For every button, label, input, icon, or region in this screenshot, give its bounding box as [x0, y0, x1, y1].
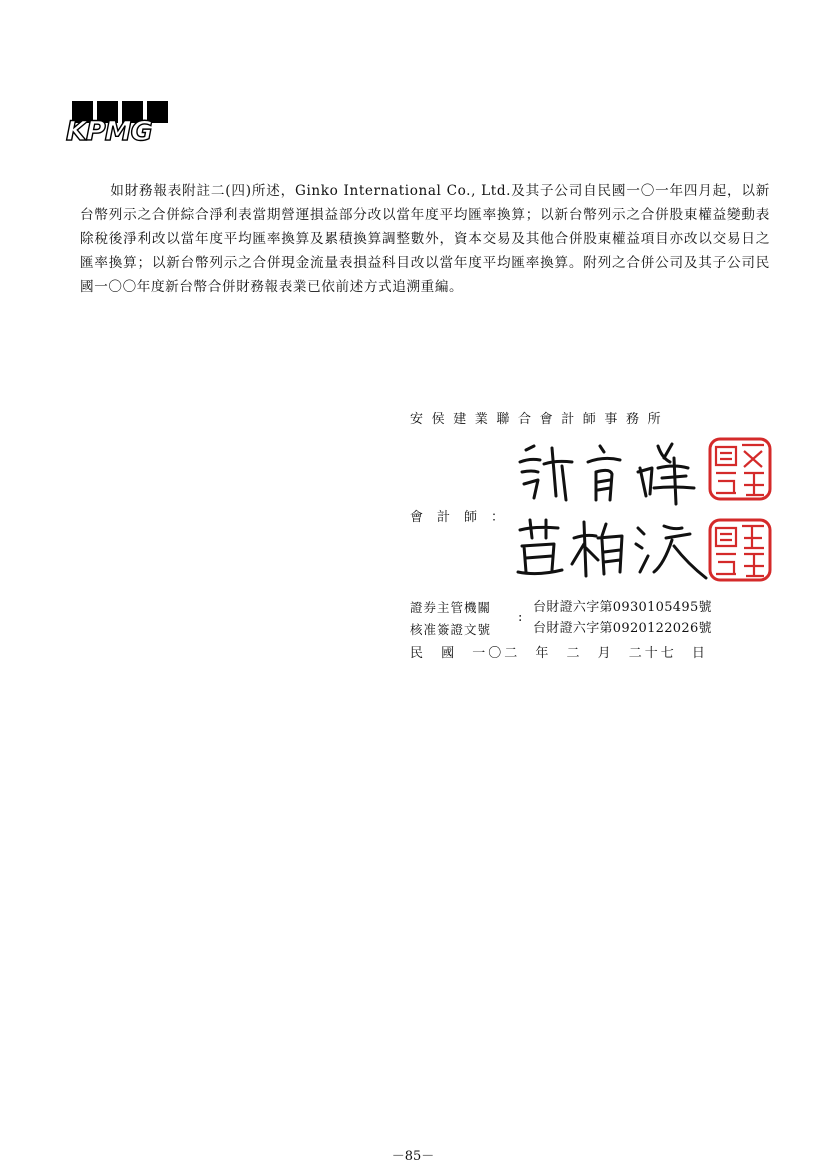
kpmg-logo [66, 101, 174, 147]
seal-stamp-2 [708, 518, 772, 582]
cert-number-1: 台財證六字第0930105495號 [533, 600, 712, 615]
paragraph-text: 如財務報表附註二(四)所述，Ginko International Co., Ltd.及其子公司自民國一〇一年四月起，以新台幣列示之合併綜合淨利表當期營運損益部分改以當年度平均匯率換算；以新台幣列示之合併股東權益變動表除稅後淨利改以當年度平均匯率換算及累積換算調整數外，資本交易及其他合併股東權益項目亦改以交易日之匯率換算；以新台幣列示之合併現金流量表損益科目改以當年度平均匯率換算。附列之合併公司及其子公司民國一〇〇年度新台幣合併財務報表業已依前述方式追溯重編。 [80, 183, 770, 295]
report-date: 民 國 一〇二 年 二 月 二十七 日 [410, 646, 708, 661]
page-number: －85－ [391, 1149, 435, 1164]
seal-stamp-1 [708, 437, 772, 501]
seal-2-icon [708, 518, 772, 582]
cert-label-2: 核准簽證文號 [410, 622, 492, 637]
signature-2 [514, 514, 708, 584]
logo-text: KPMG [66, 116, 152, 147]
cert-label-1: 證券主管機關 [410, 600, 492, 615]
accountant-label: 會計師： [410, 510, 519, 525]
cert-number-2: 台財證六字第0920122026號 [533, 621, 712, 636]
seal-1-icon [708, 437, 772, 501]
report-paragraph [80, 179, 770, 299]
firm-name: 安侯建業聯合會計師事務所 [410, 412, 670, 427]
signature-1 [512, 438, 702, 508]
cert-colon: : [518, 610, 523, 625]
